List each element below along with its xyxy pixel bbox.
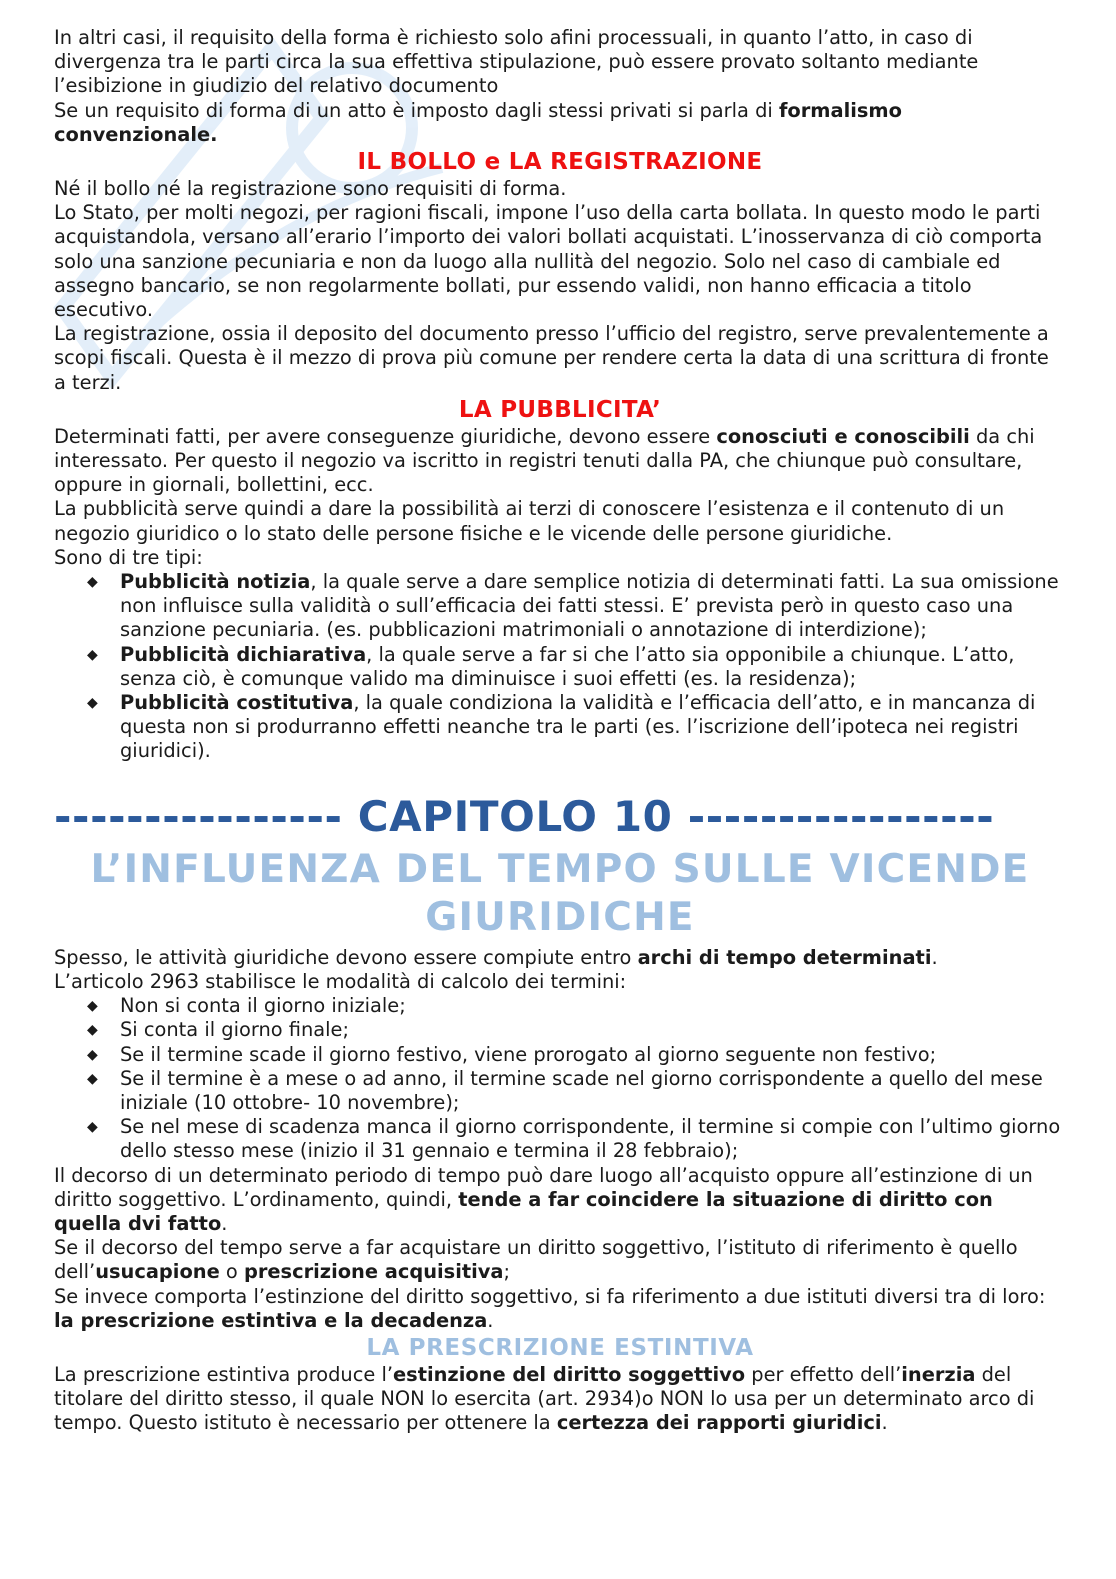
heading-pubblicita: LA PUBBLICITA’ (458, 396, 662, 423)
list-item: ◆ Pubblicità dichiarativa, la quale serve a far si che l’atto sia opponibile a chiunque. L’atto, senza ciò, è comunque valido ma diminuisce i suoi effetti (es. la residenza); (87, 642, 1015, 690)
bollo-paragraph-3: La registrazione, ossia il deposito del documento presso l’ufficio del registro, serve prevalentemente a scopi fiscali. Questa è il mezzo di prova più comune per rendere certa la data di una scrittura di fronte a terzi. (54, 322, 1049, 394)
chapter-heading (54, 790, 1066, 844)
list-item: ◆ Si conta il giorno finale; (87, 1018, 350, 1042)
diamond-bullet-icon: ◆ (87, 574, 98, 591)
chapter-label: CAPITOLO 10 (357, 791, 673, 841)
tempo-paragraph-2: L’articolo 2963 stabilisce le modalità di calcolo dei termini: (54, 969, 627, 993)
heading-prescrizione-estintiva: LA PRESCRIZIONE ESTINTIVA (366, 1334, 754, 1361)
list-item: ◆ Non si conta il giorno iniziale; (87, 994, 406, 1018)
chapter-title: L’INFLUENZA DEL TEMPO SULLE VICENDE GIURIDICHE (90, 846, 1030, 940)
tempo-paragraph-5: Se invece comporta l’estinzione del diritto soggettivo, si fa riferimento a due istituti diversi tra di loro: la prescrizione estintiva e la decadenza. (54, 1284, 1046, 1332)
list-item: ◆ Pubblicità costitutiva, la quale condiziona la validità e l’efficacia dell’atto, e in mancanza di questa non si produrranno effetti neanche tra le parti (es. l’iscrizione dell’ipoteca nei registri giuridici). (87, 691, 1036, 763)
list-item: ◆ Se nel mese di scadenza manca il giorno corrispondente, il termine si compie con l’ultimo giorno dello stesso mese (inizio il 31 gennaio e termina il 28 febbraio); (87, 1115, 1061, 1163)
diamond-bullet-icon: ◆ (87, 646, 98, 663)
prescrizione-paragraph-1: La prescrizione estintiva produce l’estinzione del diritto soggettivo per effetto dell’inerzia del titolare del diritto stesso, il quale NON lo esercita (art. 2934)o NON lo usa per un determinato arco di tempo. Questo istituto è necessario per ottenere la certezza dei rapporti giuridici. (54, 1362, 1035, 1435)
diamond-bullet-icon: ◆ (87, 1119, 98, 1136)
list-item: ◆ Se il termine è a mese o ad anno, il termine scade nel giorno corrispondente a quello del mese iniziale (10 ottobre- 10 novembre); (87, 1066, 1043, 1114)
pubblicita-paragraph-2: La pubblicità serve quindi a dare la possibilità ai terzi di conoscere l’esistenza e il contenuto di un negozio giuridico o lo stato delle persone fisiche e le vicende delle persone giuridiche. (54, 497, 1005, 545)
heading-bollo-registrazione: IL BOLLO e LA REGISTRAZIONE (357, 149, 763, 176)
document-page (54, 26, 1066, 1436)
bollo-paragraph-2: Lo Stato, per molti negozi, per ragioni fiscali, impone l’uso della carta bollata. In questo modo le parti acquistandola, versano all’erario l’importo dei valori bollati acquistati. L’inosservanza di ciò comporta solo una sanzione pecuniaria e non da luogo alla nullità del negozio. Solo nel caso di cambiale ed assegno bancario, se non regolarmente bollati, pur essendo validi, non hanno efficacia a titolo esecutivo. (54, 201, 1043, 322)
tempo-paragraph-1: Spesso, le attività giuridiche devono essere compiute entro archi di tempo determinati. (54, 945, 938, 969)
bollo-paragraph-1: Né il bollo né la registrazione sono requisiti di forma. (54, 177, 567, 201)
diamond-bullet-icon: ◆ (87, 695, 98, 712)
diamond-bullet-icon: ◆ (87, 1022, 98, 1039)
diamond-bullet-icon: ◆ (87, 1070, 98, 1087)
chapter-dashes-right: ----------------- (687, 791, 995, 841)
list-item: ◆ Se il termine scade il giorno festivo, viene prorogato al giorno seguente non festivo; (87, 1042, 937, 1066)
intro-paragraph-2: Se un requisito di forma di un atto è imposto dagli stessi privati si parla di formalismo convenzionale. (54, 98, 902, 146)
diamond-bullet-icon: ◆ (87, 1046, 98, 1063)
diamond-bullet-icon: ◆ (87, 998, 98, 1015)
pubblicita-types-list (54, 570, 1066, 764)
intro-paragraph-1: In altri casi, il requisito della forma è richiesto solo afini processuali, in quanto l’atto, in caso di divergenza tra le parti circa la sua effettiva stipulazione, può essere provato soltanto mediante l’esibizione in giudizio del relativo documento (54, 26, 979, 98)
list-item: ◆ Pubblicità notizia, la quale serve a dare semplice notizia di determinati fatti. La sua omissione non influisce sulla validità o sull’efficacia dei fatti stessi. E’ prevista però in questo caso una sanzione pecuniaria. (es. pubblicazioni matrimoniali o annotazione di interdizione); (87, 570, 1059, 642)
tempo-paragraph-3: Il decorso di un determinato periodo di tempo può dare luogo all’acquisto oppure all’estinzione di un diritto soggettivo. L’ordinamento, quindi, tende a far coincidere la situazione di diritto con quella dvi fatto. (54, 1163, 1033, 1235)
chapter-dashes-left: ---------------- (54, 791, 343, 841)
termini-rules-list (54, 994, 1066, 1163)
pubblicita-paragraph-1: Determinati fatti, per avere conseguenze giuridiche, devono essere conosciuti e conoscibili da chi interessato. Per questo il negozio va iscritto in registri tenuti dalla PA, che chiunque può consultare, oppure in giornali, bollettini, ecc. (54, 424, 1035, 497)
pubblicita-paragraph-3: Sono di tre tipi: (54, 545, 203, 569)
tempo-paragraph-4: Se il decorso del tempo serve a far acquistare un diritto soggettivo, l’istituto di riferimento è quello dell’usucapione o prescrizione acquisitiva; (54, 1236, 1018, 1284)
